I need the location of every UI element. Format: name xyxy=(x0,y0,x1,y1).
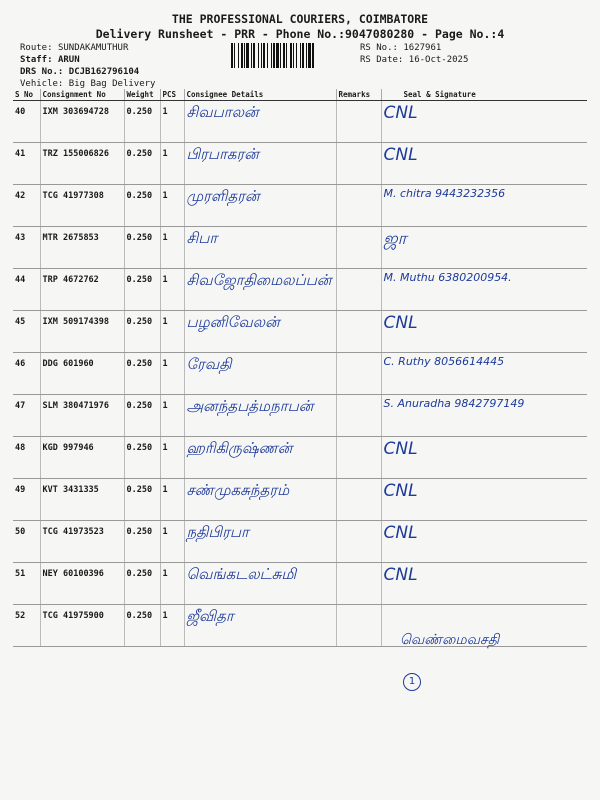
row-pcs: 1 xyxy=(160,395,184,437)
row-consignee: வெங்கடலட்சுமி xyxy=(184,563,336,605)
row-signature: CNL xyxy=(381,143,587,185)
row-consignment-no: TCG 41977308 xyxy=(40,185,124,227)
row-consignee: பிரபாகரன் xyxy=(184,143,336,185)
row-pcs: 1 xyxy=(160,311,184,353)
row-weight: 0.250 xyxy=(124,311,160,353)
row-weight: 0.250 xyxy=(124,101,160,143)
row-pcs: 1 xyxy=(160,185,184,227)
row-consignment-no: KGD 997946 xyxy=(40,437,124,479)
row-sno: 45 xyxy=(13,311,40,353)
table-header-row xyxy=(13,89,587,101)
row-pcs: 1 xyxy=(160,563,184,605)
row-remarks xyxy=(336,311,381,353)
table-row xyxy=(13,437,587,479)
row-sno: 51 xyxy=(13,563,40,605)
row-consignment-no: TCG 41975900 xyxy=(40,605,124,647)
row-sno: 43 xyxy=(13,227,40,269)
row-consignment-no: TRZ 155006826 xyxy=(40,143,124,185)
row-pcs: 1 xyxy=(160,479,184,521)
row-signature: CNL xyxy=(381,311,587,353)
row-consignment-no: TRP 4672762 xyxy=(40,269,124,311)
rs-date-line: RS Date: 16-Oct-2025 xyxy=(360,55,469,65)
row-remarks xyxy=(336,227,381,269)
row-remarks xyxy=(336,479,381,521)
row-signature: C. Ruthy 8056614445 xyxy=(381,353,587,395)
vehicle-line: Vehicle: Big Bag Delivery xyxy=(20,79,156,89)
row-remarks xyxy=(336,521,381,563)
row-sno: 46 xyxy=(13,353,40,395)
row-pcs: 1 xyxy=(160,101,184,143)
row-signature: CNL xyxy=(381,563,587,605)
table-row xyxy=(13,353,587,395)
row-pcs: 1 xyxy=(160,227,184,269)
row-weight: 0.250 xyxy=(124,437,160,479)
row-pcs: 1 xyxy=(160,605,184,647)
row-consignee: முரளிதரன் xyxy=(184,185,336,227)
row-pcs: 1 xyxy=(160,353,184,395)
row-consignee: சிவபாலன் xyxy=(184,101,336,143)
rs-date-value: 16-Oct-2025 xyxy=(408,55,469,65)
row-sno: 49 xyxy=(13,479,40,521)
row-consignment-no: IXM 509174398 xyxy=(40,311,124,353)
row-signature: ஜா xyxy=(381,227,587,269)
row-sno: 47 xyxy=(13,395,40,437)
table-row xyxy=(13,227,587,269)
row-consignment-no: SLM 380471976 xyxy=(40,395,124,437)
row-consignee: சண்முகசுந்தரம் xyxy=(184,479,336,521)
row-sno: 40 xyxy=(13,101,40,143)
route-value: SUNDAKAMUTHUR xyxy=(57,43,129,53)
row-signature: S. Anuradha 9842797149 xyxy=(381,395,587,437)
row-weight: 0.250 xyxy=(124,563,160,605)
drs-line: DRS No.: DCJB162796104 xyxy=(20,67,140,77)
row-consignment-no: MTR 2675853 xyxy=(40,227,124,269)
table-row xyxy=(13,311,587,353)
table-row xyxy=(13,185,587,227)
runsheet-subtitle: Delivery Runsheet - PRR - Phone No.:9047080280 - Page No.:4 xyxy=(95,27,505,41)
row-remarks xyxy=(336,269,381,311)
row-consignee: ஹரிகிருஷ்ணன் xyxy=(184,437,336,479)
row-consignment-no: KVT 3431335 xyxy=(40,479,124,521)
row-sno: 48 xyxy=(13,437,40,479)
rs-no-line: RS No.: 1627961 xyxy=(360,43,442,53)
row-consignee: சிவஜோதிமைலப்பன் xyxy=(184,269,336,311)
row-weight: 0.250 xyxy=(124,605,160,647)
row-weight: 0.250 xyxy=(124,521,160,563)
row-signature: CNL xyxy=(381,521,587,563)
barcode-icon xyxy=(231,43,357,68)
row-consignee: சிபா xyxy=(184,227,336,269)
row-consignment-no: NEY 60100396 xyxy=(40,563,124,605)
col-remarks: Remarks xyxy=(336,89,381,101)
row-signature: CNL xyxy=(381,437,587,479)
row-sno: 44 xyxy=(13,269,40,311)
drs-value: DCJB162796104 xyxy=(68,67,140,77)
circled-number: 1 xyxy=(403,673,421,691)
col-signature: Seal & Signature xyxy=(381,89,587,101)
rs-no-value: 1627961 xyxy=(403,43,442,53)
row-remarks xyxy=(336,395,381,437)
row-consignee: நதிபிரபா xyxy=(184,521,336,563)
table-row xyxy=(13,269,587,311)
table-row xyxy=(13,143,587,185)
route-line: Route: SUNDAKAMUTHUR xyxy=(20,43,129,53)
table-row xyxy=(13,101,587,143)
row-weight: 0.250 xyxy=(124,185,160,227)
row-consignment-no: IXM 303694728 xyxy=(40,101,124,143)
row-sno: 50 xyxy=(13,521,40,563)
row-pcs: 1 xyxy=(160,269,184,311)
staff-value: ARUN xyxy=(57,55,80,65)
table-row xyxy=(13,605,587,647)
table-row xyxy=(13,395,587,437)
row-pcs: 1 xyxy=(160,143,184,185)
table-row xyxy=(13,521,587,563)
col-sno: S No xyxy=(13,89,40,101)
row-weight: 0.250 xyxy=(124,269,160,311)
row-remarks xyxy=(336,353,381,395)
staff-line: Staff: ARUN xyxy=(20,55,80,65)
row-consignee: பழனிவேலன் xyxy=(184,311,336,353)
row-remarks xyxy=(336,143,381,185)
handwritten-note: வெண்மைவசதி xyxy=(400,632,500,648)
row-weight: 0.250 xyxy=(124,395,160,437)
row-signature: M. Muthu 6380200954. xyxy=(381,269,587,311)
row-sno: 52 xyxy=(13,605,40,647)
col-consignment: Consignment No xyxy=(40,89,124,101)
row-weight: 0.250 xyxy=(124,227,160,269)
row-consignment-no: TCG 41973523 xyxy=(40,521,124,563)
row-weight: 0.250 xyxy=(124,479,160,521)
row-consignee: ஜீவிதா xyxy=(184,605,336,647)
row-consignment-no: DDG 601960 xyxy=(40,353,124,395)
table-row xyxy=(13,563,587,605)
row-signature: CNL xyxy=(381,101,587,143)
col-consignee: Consignee Details xyxy=(184,89,336,101)
row-signature: CNL xyxy=(381,479,587,521)
row-sno: 42 xyxy=(13,185,40,227)
row-remarks xyxy=(336,437,381,479)
row-sno: 41 xyxy=(13,143,40,185)
table-row xyxy=(13,479,587,521)
row-remarks xyxy=(336,563,381,605)
col-weight: Weight xyxy=(124,89,160,101)
row-signature: M. chitra 9443232356 xyxy=(381,185,587,227)
row-weight: 0.250 xyxy=(124,353,160,395)
row-remarks xyxy=(336,101,381,143)
runsheet-table xyxy=(13,89,587,647)
vehicle-value: Big Bag Delivery xyxy=(68,79,156,89)
row-consignee: ரேவதி xyxy=(184,353,336,395)
row-weight: 0.250 xyxy=(124,143,160,185)
company-title: THE PROFESSIONAL COURIERS, COIMBATORE xyxy=(171,12,429,26)
row-pcs: 1 xyxy=(160,521,184,563)
row-pcs: 1 xyxy=(160,437,184,479)
row-consignee: அனந்தபத்மநாபன் xyxy=(184,395,336,437)
row-remarks xyxy=(336,185,381,227)
row-remarks xyxy=(336,605,381,647)
col-pcs: PCS xyxy=(160,89,184,101)
